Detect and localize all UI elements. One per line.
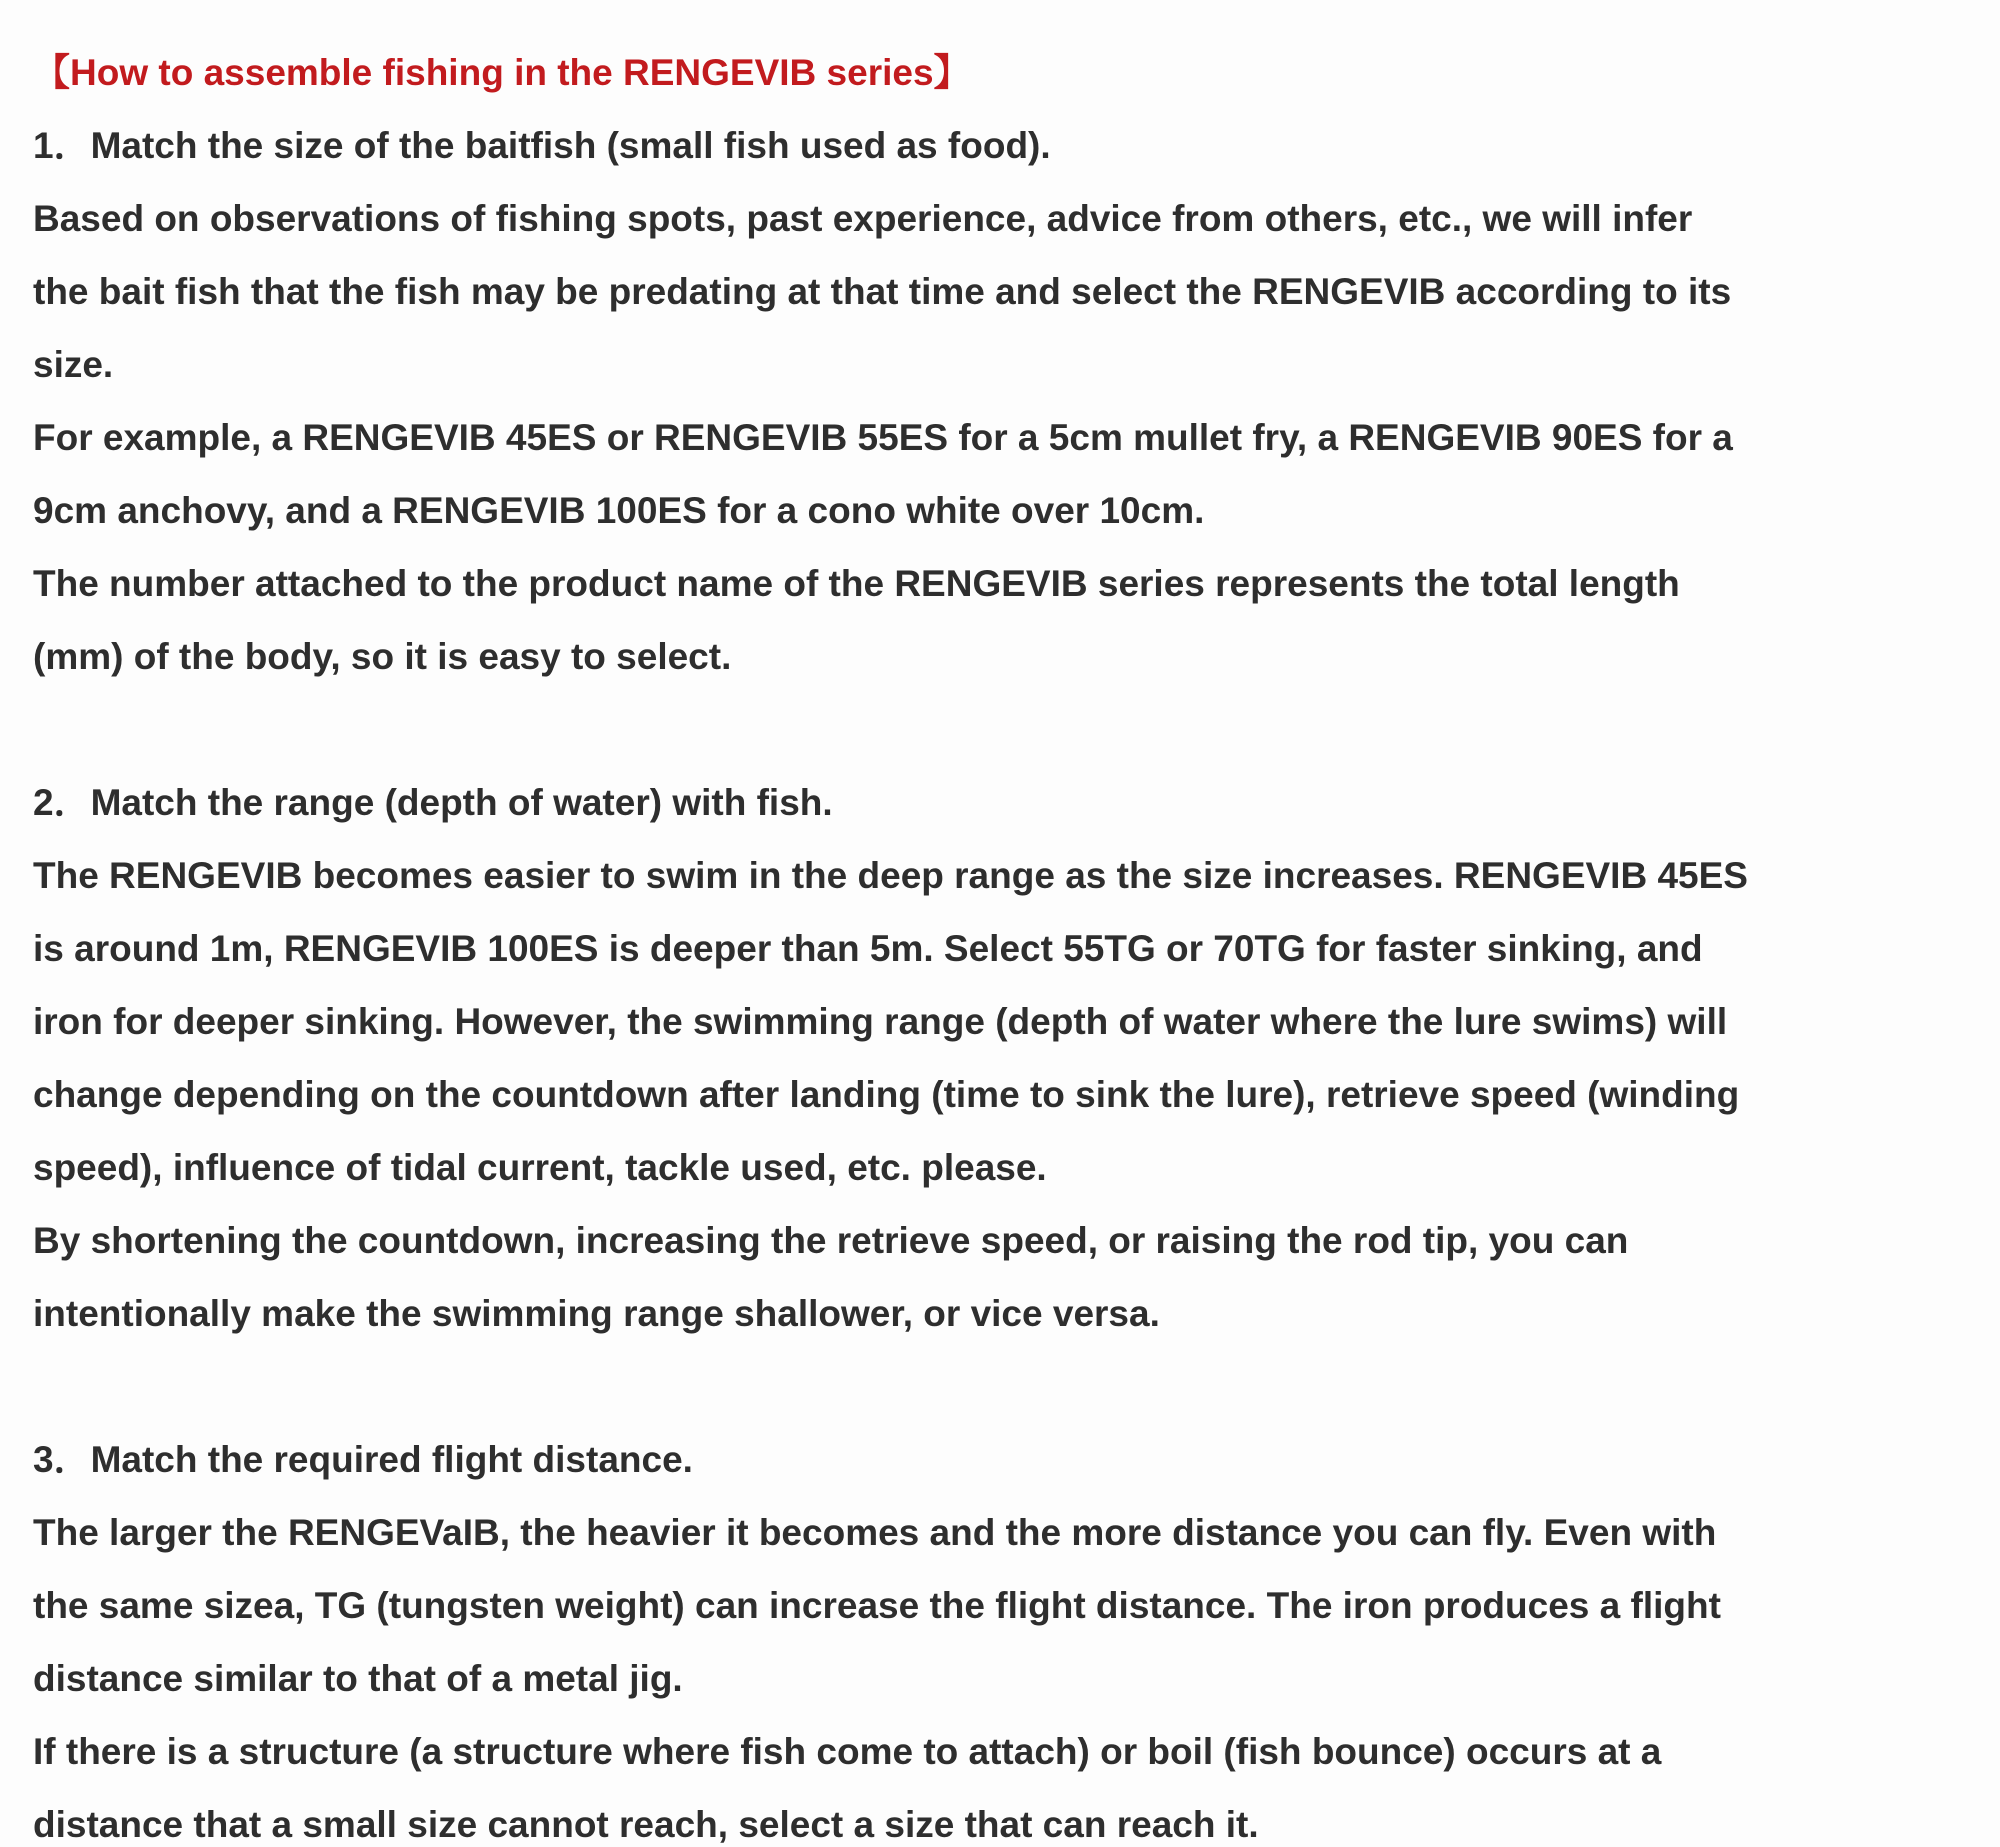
text-line: the same sizea, TG (tungsten weight) can increase the flight distance. The iron produces a flight — [33, 1585, 1721, 1626]
text-line: change depending on the countdown after landing (time to sink the lure), retrieve speed (winding — [33, 1074, 1740, 1115]
text-line: distance similar to that of a metal jig. — [33, 1658, 683, 1699]
section-3-heading: 3．Match the required flight distance. — [33, 1439, 693, 1480]
text-line: (mm) of the body, so it is easy to select. — [33, 636, 732, 677]
text-line: For example, a RENGEVIB 45ES or RENGEVIB 55ES for a 5cm mullet fry, a RENGEVIB 90ES for a — [33, 417, 1733, 458]
text-line: iron for deeper sinking. However, the swimming range (depth of water where the lure swims) will — [33, 1001, 1728, 1042]
text-line: speed), influence of tidal current, tackle used, etc. please. — [33, 1147, 1047, 1188]
section-2 — [33, 766, 1970, 1350]
section-2-heading: 2．Match the range (depth of water) with fish. — [33, 782, 833, 823]
text-line: distance that a small size cannot reach, select a size that can reach it. — [33, 1804, 1259, 1845]
text-line: 9cm anchovy, and a RENGEVIB 100ES for a cono white over 10cm. — [33, 490, 1205, 531]
text-line: If there is a structure (a structure where fish come to attach) or boil (fish bounce) occurs at a — [33, 1731, 1662, 1772]
section-3 — [33, 1423, 1970, 1847]
document-title: 【How to assemble fishing in the RENGEVIB series】 — [33, 52, 971, 93]
text-line: Based on observations of fishing spots, past experience, advice from others, etc., we will infer — [33, 198, 1693, 239]
text-line: size. — [33, 344, 114, 385]
text-line: intentionally make the swimming range shallower, or vice versa. — [33, 1293, 1160, 1334]
text-line: By shortening the countdown, increasing the retrieve speed, or raising the rod tip, you can — [33, 1220, 1629, 1261]
text-line: the bait fish that the fish may be predating at that time and select the RENGEVIB according to its — [33, 271, 1732, 312]
section-1-heading: 1．Match the size of the baitfish (small fish used as food). — [33, 125, 1051, 166]
text-line: The larger the RENGEVaIB, the heavier it becomes and the more distance you can fly. Even with — [33, 1512, 1717, 1553]
text-line: The RENGEVIB becomes easier to swim in the deep range as the size increases. RENGEVIB 45ES — [33, 855, 1748, 896]
text-line: The number attached to the product name of the RENGEVIB series represents the total length — [33, 563, 1680, 604]
text-line: is around 1m, RENGEVIB 100ES is deeper than 5m. Select 55TG or 70TG for faster sinking, and — [33, 928, 1703, 969]
section-1 — [33, 109, 1970, 693]
